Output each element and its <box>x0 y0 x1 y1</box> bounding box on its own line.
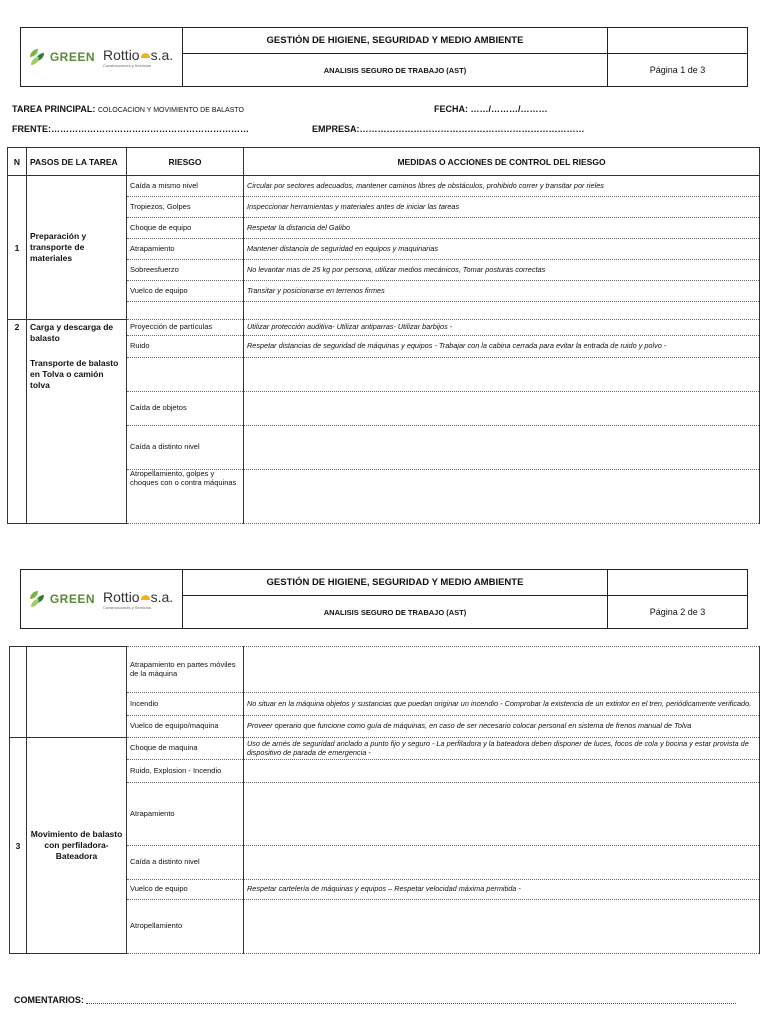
risk-cell: Proyección de partículas <box>127 320 244 336</box>
company-logos <box>21 570 183 628</box>
empresa-value[interactable]: ………………………………………………………………… <box>359 124 585 134</box>
risk-cell: Sobreesfuerzo <box>127 260 244 281</box>
measure-cell <box>244 760 760 783</box>
frente-value[interactable]: ………………………………………………………… <box>51 124 249 134</box>
header-riesgo: RIESGO <box>127 148 244 176</box>
comments <box>14 995 736 1005</box>
measure-cell: Respetar distancias de seguridad de máquinas y equipos - Trabajar con la cabina cerrada para evitar la entrada de ruido y polvo - <box>244 336 760 358</box>
table-header-row <box>8 148 760 176</box>
risk-cell: Ruido, Explosion - Incendio <box>127 760 244 783</box>
measure-cell: Respetar la distancia del Galibo <box>244 218 760 239</box>
table-row <box>8 176 760 197</box>
ast-table-page-2 <box>9 646 760 954</box>
risk-cell: Caída a mismo nivel <box>127 176 244 197</box>
green-wordmark: GREEN <box>49 592 96 606</box>
header-n: N <box>8 148 27 176</box>
leaf-icon <box>30 591 46 607</box>
measure-cell: Proveer operario que funcione como guía de máquinas, en caso de ser necesario colocar personal en sistema de frenos manual de Tolva <box>244 716 760 738</box>
frente-label: FRENTE: <box>12 124 51 134</box>
leaf-icon <box>30 49 46 65</box>
risk-cell: Incendio <box>127 693 244 716</box>
empresa-label: EMPRESA: <box>312 124 360 134</box>
table-row <box>10 647 760 693</box>
header-subtitle: ANALISIS SEGURO DE TRABAJO (AST) <box>323 65 467 75</box>
measure-cell <box>244 470 760 524</box>
header-medidas: MEDIDAS O ACCIONES DE CONTROL DEL RIESGO <box>244 148 760 176</box>
measure-cell: Uso de arnés de seguridad anclado a punto fijo y seguro - La perfiladora y la bateadora deben disponer de luces, focos de cola y bocina y estar provista de dispositivo de parada de emergencia - <box>244 738 760 760</box>
frente <box>12 124 249 134</box>
step-number: 1 <box>8 176 27 320</box>
risk-cell: Caída a distinto nivel <box>127 846 244 880</box>
risk-cell: Vuelco de equipo <box>127 880 244 900</box>
rottio-logo <box>103 589 173 610</box>
rottio-suffix: s.a. <box>150 46 174 63</box>
page-2 <box>0 540 768 1024</box>
measure-cell <box>244 846 760 880</box>
risk-cell: Choque de equipo <box>127 218 244 239</box>
document-header <box>20 569 748 629</box>
header-title: GESTIÓN DE HIGIENE, SEGURIDAD Y MEDIO AMBIENTE <box>183 28 607 54</box>
green-wordmark: GREEN <box>49 50 96 64</box>
rottio-suffix: s.a. <box>150 588 174 605</box>
step-name-line-1: Carga y descarga de balasto <box>30 322 114 344</box>
tarea-value: COLOCACION Y MOVIMIENTO DE BALASTO <box>97 107 244 114</box>
risk-cell <box>127 358 244 392</box>
risk-cell: Choque de maquina <box>127 738 244 760</box>
step-number: 2 <box>8 320 27 524</box>
step-number: 3 <box>10 738 27 954</box>
risk-cell: Atrapamiento <box>127 783 244 846</box>
header-blank-cell <box>607 28 747 54</box>
rottio-wordmark: Rottio <box>103 46 140 63</box>
green-logo <box>30 591 95 607</box>
measure-cell: Respetar cartelería de máquinas y equipos – Respetar velocidad máxima permitida - <box>244 880 760 900</box>
step-name: Movimiento de balasto con perfiladora- Bateadora <box>27 738 127 954</box>
risk-cell: Atrapamiento en partes móviles de la máquina <box>127 647 244 693</box>
tarea-principal <box>12 104 244 114</box>
step-name <box>27 647 127 738</box>
measure-cell: Mantener distancia de seguridad en equipos y maquinarias <box>244 239 760 260</box>
risk-cell: Tropiezos, Golpes <box>127 197 244 218</box>
ast-table-page-1 <box>7 147 760 524</box>
measure-cell <box>244 783 760 846</box>
step-name: Preparación y transporte de materiales <box>27 176 127 320</box>
tarea-label: TAREA PRINCIPAL: <box>12 104 96 114</box>
step-name-line-2: Transporte de balasto en Tolva o camión tolva <box>30 358 119 391</box>
risk-cell: Atrapamiento <box>127 239 244 260</box>
measure-cell <box>244 392 760 426</box>
measure-cell: Inspeccionar herramientas y materiales antes de iniciar las tareas <box>244 197 760 218</box>
step-name <box>27 320 127 524</box>
risk-cell <box>127 302 244 320</box>
step-number <box>10 647 27 738</box>
table-row <box>10 738 760 760</box>
risk-cell: Caída de objetos <box>127 392 244 426</box>
fecha <box>434 104 548 114</box>
measure-cell: No levantar mas de 25 kg por persona, utilizar medios mecánicos, Tomar posturas correctas <box>244 260 760 281</box>
header-blank-cell <box>607 570 747 596</box>
fecha-value[interactable]: ……/………/……… <box>470 104 548 114</box>
comments-input-line[interactable] <box>86 1003 736 1004</box>
rottio-wordmark: Rottio <box>103 588 140 605</box>
sun-icon <box>141 53 150 58</box>
table-row <box>8 320 760 336</box>
header-title: GESTIÓN DE HIGIENE, SEGURIDAD Y MEDIO AMBIENTE <box>183 570 607 596</box>
measure-cell <box>244 900 760 954</box>
header-subtitle: ANALISIS SEGURO DE TRABAJO (AST) <box>323 607 467 617</box>
risk-cell: Atropellamiento, golpes y choques con o contra máquinas <box>127 470 244 524</box>
measure-cell <box>244 358 760 392</box>
measure-cell: No situar en la máquina objetos y sustancias que puedan originar un incendio - Comprobar la existencia de un extintor en el tren, periódicamente verificado. <box>244 693 760 716</box>
page-number: Página 1 de 3 <box>607 54 747 86</box>
rottio-tagline: Construcciones y Servicios <box>103 62 152 68</box>
header-pasos: PASOS DE LA TAREA <box>27 148 127 176</box>
measure-cell <box>244 647 760 693</box>
measure-cell: Circular por sectores adecuados, mantener caminos libres de obstáculos, prohibido correr y transitar por rieles <box>244 176 760 197</box>
measure-cell <box>244 302 760 320</box>
risk-cell: Vuelco de equipo <box>127 281 244 302</box>
measure-cell: Transitar y posicionarse en terrenos firmes <box>244 281 760 302</box>
risk-cell: Caída a distinto nivel <box>127 426 244 470</box>
comments-label: COMENTARIOS: <box>14 995 84 1005</box>
risk-cell: Ruido <box>127 336 244 358</box>
rottio-logo <box>103 47 173 68</box>
risk-cell: Vuelco de equipo/maquina <box>127 716 244 738</box>
rottio-tagline: Construcciones y Servicios <box>103 604 152 610</box>
document-header <box>20 27 748 87</box>
page-number: Página 2 de 3 <box>607 596 747 628</box>
risk-cell: Atropellamiento <box>127 900 244 954</box>
measure-cell: Utilizar protección auditiva- Utilizar antiparras- Utilizar barbijos - <box>244 320 760 336</box>
measure-cell <box>244 426 760 470</box>
green-logo <box>30 49 95 65</box>
empresa <box>312 124 585 134</box>
fecha-label: FECHA: <box>434 104 468 114</box>
sun-icon <box>141 595 150 600</box>
company-logos <box>21 28 183 86</box>
